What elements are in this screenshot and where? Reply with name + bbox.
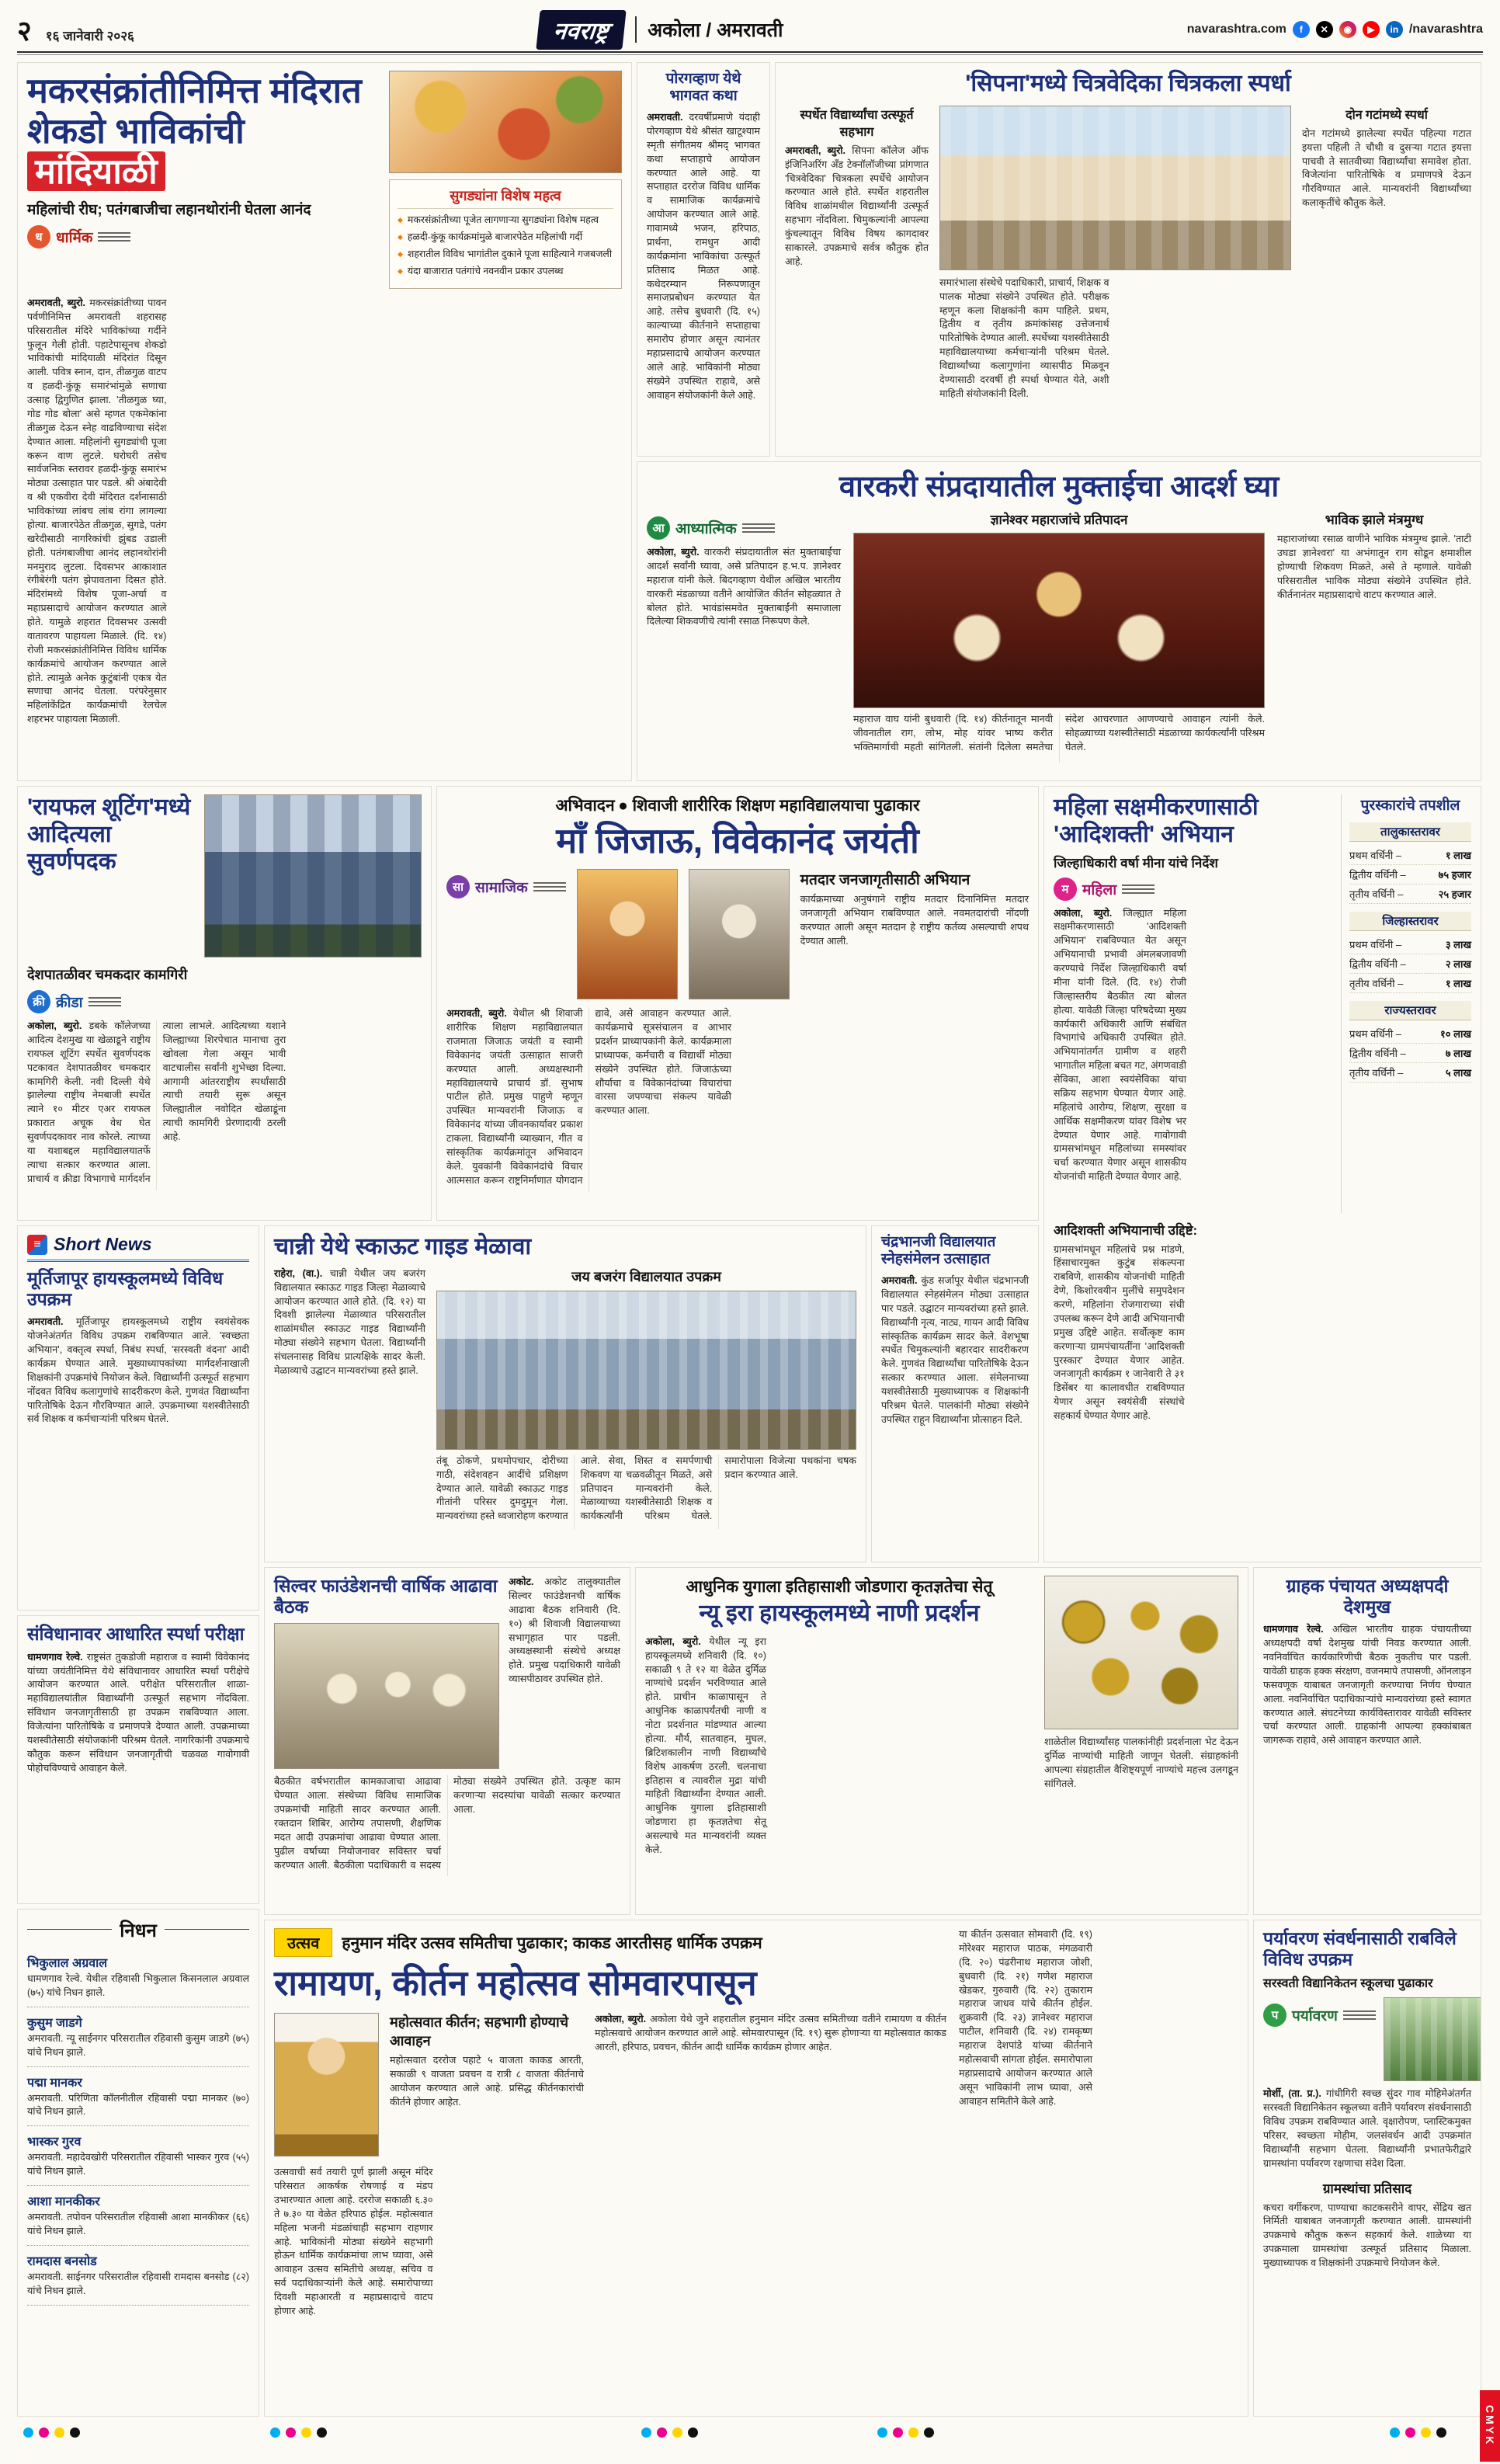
short-news-title: Short News xyxy=(54,1234,152,1254)
black-dot xyxy=(1436,2428,1446,2438)
sipna-right-column xyxy=(1302,106,1471,440)
cmyk-dots xyxy=(23,2428,80,2438)
photo-kirtan-stage xyxy=(853,533,1265,708)
warkari-sub-left: ज्ञानेश्वर महाराजांचे प्रतिपादन xyxy=(990,513,1128,528)
obituary-item: रामदास बनसोड अमरावती. साईनगर परिसरातील रहिवासी रामदास बनसोड (८२) यांचे निधन झाले. xyxy=(27,2246,249,2306)
photo-vivekanand-portrait xyxy=(689,869,790,999)
makar-subhead: महिलांची रीघ; पतंगबाजीचा लहानथोरांनी घेतला आनंद xyxy=(27,201,311,218)
prize-group-title: जिल्हास्तरावर xyxy=(1349,912,1471,931)
photo-kirtankar-portrait xyxy=(274,2013,379,2156)
warkari-body-left: अकोला, ब्युरो. वारकरी संप्रदायातील संत मुक्ताबाईंचा आदर्श सर्वांनी घ्यावा, असे प्रतिपादन ह.भ.प. ज्ञानेश्वर महाराज यांनी केले. बिदगव्हाण येथील अखिल भारतीय वारकरी मंडळाच्या वतीने आयोजित कीर्तन सोहळ्यात ते बोलत होते. भावंडांसमवेत मुक्ताबाईंनी समाजाला दिलेल्या शिकवणीचे त्यांनी रसाळ निरूपण केले. xyxy=(647,547,841,627)
article-rifle-shooting xyxy=(17,786,432,1221)
warkari-center-column xyxy=(853,510,1265,766)
constitution-headline: संविधानावर आधारित स्पर्धा परीक्षा xyxy=(27,1624,245,1644)
article-coin-exhibition xyxy=(635,1567,1248,1915)
prize-rail-title: पुरस्कारांचे तपशील xyxy=(1360,798,1460,814)
photo-coin-collection xyxy=(1044,1576,1238,1729)
paryavaran-subhead: सरस्वती विद्यानिकेतन स्कूलचा पुढाकार xyxy=(1263,1977,1433,1991)
makar-headline: मकरसंक्रांतीनिमित्त मंदिरात शेकडो भाविकांची मांदियाळी xyxy=(27,71,362,192)
instagram-icon[interactable]: ◉ xyxy=(1339,21,1356,38)
masthead-logo-group xyxy=(538,10,783,50)
cmyk-dots xyxy=(641,2428,698,2438)
sipna-center-column xyxy=(939,106,1291,440)
page-number: २ xyxy=(17,15,32,47)
warkari-body-right: महाराजांच्या रसाळ वाणीने भाविक मंत्रमुग्ध झाले. 'ताटी उघडा ज्ञानेश्वरा' या अभंगातून राग सोडून क्षमाशील होण्याची शिकवण मिळते, असे ते म्हणाले. यावेळी परिसरातील भाविक मोठ्या संख्येने उपस्थित होते. कीर्तनानंतर महाप्रसादाचे वाटप करण्यात आले. xyxy=(1277,533,1471,600)
warkari-sub-right: भाविक झाले मंत्रमुग्ध xyxy=(1325,513,1424,528)
constitution-body: धामणगाव रेल्वे. राष्ट्रसंत तुकडोजी महाराज व स्वामी विवेकानंद यांच्या जयंतीनिमित्त येथे संविधानावर आधारित स्पर्धा परीक्षेचे आयोजन करण्यात आले. परीक्षेत परिसरातील शाळा-महाविद्यालयांतील विद्यार्थ्यांनी उत्स्फूर्त सहभाग नोंदविला. संविधान जनजागृतीसाठी हा उपक्रम राबविण्यात आला. विजेत्यांना पारितोषिके व प्रमाणपत्रे देण्यात आली. उपक्रमाच्या यशस्वीतेसाठी संयोजकांनी परिश्रम घेतले. नागरिकांनी उपक्रमाचे कौतुक करून संविधान जनजागृतीची चळवळ गावोगावी पोहोचविण्याचे आवाहन केले. xyxy=(27,1651,250,1774)
short-news-header xyxy=(27,1234,249,1262)
article-ramayan-mahotsav xyxy=(264,1920,1248,2417)
article-adishakti-abhiyan xyxy=(1043,786,1481,1562)
magenta-dot xyxy=(39,2428,49,2438)
samajik-icon: सा xyxy=(446,875,470,898)
grahak-headline: ग्राहक पंचायत अध्यक्षपदी देशमुख xyxy=(1286,1576,1449,1617)
article-paryavaran xyxy=(1253,1920,1481,2417)
infobox-bullet: ◆ मकरसंक्रांतीच्या पूजेत लागणाऱ्या सुगड्यांना विशेष महत्व xyxy=(398,214,613,228)
infobox-bullet: ◆ शहरातील विविध भागांतील दुकाने पूजा साहित्याने गजबजली xyxy=(398,248,613,262)
yellow-dot xyxy=(672,2428,682,2438)
ramayan-sub-body: महोत्सवात दररोज पहाटे ५ वाजता काकड आरती, सकाळी ९ वाजता प्रवचन व रात्री ८ वाजता कीर्तनाचे आयोजन करण्यात आले आहे. प्रसिद्ध कीर्तनकारांची कीर्तने होणार आहेत. xyxy=(390,2055,584,2108)
sipna-body-bottom: समारंभाला संस्थेचे पदाधिकारी, प्राचार्य, शिक्षक व पालक मोठ्या संख्येने उपस्थित होते. परीक्षक म्हणून कला शिक्षकांनी काम पाहिले. प्रथम, द्वितीय व तृतीय क्रमांकांसह उत्तेजनार्थ पारितोषिके देण्यात आली. स्पर्धेच्या यशस्वीतेसाठी महाविद्यालयाच्या कर्मचाऱ्यांनी परिश्रम घेतले. विद्यार्थ्यांच्या कलागुणांना व्यासपीठ मिळवून देण्यासाठी दरवर्षी ही स्पर्धा घेण्यात येते, अशी माहिती संयोजकांनी दिली. xyxy=(939,276,1109,399)
sipna-body-right: दोन गटांमध्ये झालेल्या स्पर्धेत पहिल्या गटात इयत्ता पहिली ते चौथी व दुसऱ्या गटात इयत्ता पाचवी ते सातवीच्या विद्यार्थ्यांचा समावेश होता. विजेत्यांना पारितोषिके व प्रमाणपत्रे देऊन गौरविण्यात आले. मान्यवरांनी विद्यार्थ्यांच्या कलाकृतींचे कौतुक केले. xyxy=(1302,127,1471,209)
grahak-body: धामणगाव रेल्वे. अखिल भारतीय ग्राहक पंचायतीच्या अध्यक्षपदी वर्षा देशमुख यांची निवड करण्यात आली. नवनिर्वाचित कार्यकारिणीची बैठक नुकतीच पार पडली. यावेळी ग्राहक हक्क संरक्षण, वजनमापे तपासणी, ऑनलाइन फसवणूक याबाबत जनजागृती करण्याचा निर्णय घेण्यात आला. नवनिर्वाचित पदाधिकाऱ्यांचे मान्यवरांच्या हस्ते स्वागत करण्यात आले. संघटनेच्या कार्यविस्तारावर यावेळी सविस्तर चर्चा करण्यात आली. ग्राहकांनी आपल्या हक्कांबाबत जागरूक राहावे, असे आवाहन करण्यात आले. xyxy=(1263,1624,1472,1746)
paryavaran-sub2: ग्रामस्थांचा प्रतिसाद xyxy=(1322,2181,1412,2196)
article-makar-sankranti xyxy=(17,62,632,781)
prize-row: द्वितीय वर्धिनी – ७ लाख xyxy=(1349,1044,1471,1063)
sipna-headline: 'सिपना'मध्ये चित्रवेदिका चित्रकला स्पर्धा xyxy=(965,71,1291,96)
photo-jijau-portrait xyxy=(577,869,678,999)
masthead-rule xyxy=(17,51,1483,55)
badge-rule-lines xyxy=(1122,884,1155,894)
jijau-body: अमरावती, ब्युरो. येथील श्री शिवाजी शारीरिक शिक्षण महाविद्यालयात राजमाता जिजाऊ जयंती व स्वामी विवेकानंद जयंती उत्साहात साजरी करण्यात आली. अध्यक्षस्थानी महाविद्यालयाचे प्राचार्य डॉ. सुभाष पाटील होते. प्रमुख पाहुणे म्हणून उपस्थित मान्यवरांनी जिजाऊ व विवेकानंद यांच्या जीवनकार्यावर प्रकाश टाकला. विद्यार्थ्यांनी व्याख्यान, गीत व सांस्कृतिक कार्यक्रमांतून अभिवादन केले. युवकांनी विवेकानंदांचे विचार आत्मसात करून राष्ट्रनिर्माणात योगदान द्यावे, असे आवाहन करण्यात आले. कार्यक्रमाचे सूत्रसंचालन व आभार प्रदर्शन प्राध्यापकांनी केले. कार्यक्रमाला प्राध्यापक, कर्मचारी व विद्यार्थी मोठ्या संख्येने उपस्थित होते. जिजाऊंच्या शौर्याचा व विवेकानंदांच्या विचारांचा वारसा जपण्याचा संकल्प यावेळी करण्यात आला. xyxy=(446,1008,731,1186)
obituary-item: भिकुलाल अग्रवाल धामणगाव रेल्वे. येथील रहिवासी भिकुलाल किसनलाल अग्रवाल (७५) यांचे निधन झाले. xyxy=(27,1948,249,2007)
adhyatmik-icon: आ xyxy=(647,516,670,540)
cyan-dot xyxy=(270,2428,280,2438)
photo-review-meeting xyxy=(274,1623,499,1769)
section-badge-samajik: सा सामाजिक xyxy=(446,875,566,898)
krida-icon: क्री xyxy=(27,990,50,1013)
article-jijau-vivekanand xyxy=(436,786,1039,1221)
yellow-dot xyxy=(54,2428,64,2438)
prize-row: तृतीय वर्धिनी – १ लाख xyxy=(1349,974,1471,993)
article-constitution-exam xyxy=(17,1615,259,1904)
scout-body-left: राहेरा, (वा.). चान्नी येथील जय बजरंग विद्यालयात स्काऊट गाइड जिल्हा मेळाव्याचे आयोजन करण्यात आले होते. (दि. १२) या दिवशी झालेल्या मेळाव्यात परिसरातील शाळांमधील स्काऊट गाइड विद्यार्थ्यांनी मोठ्या संख्येने सहभाग घेतला. विद्यार्थ्यांनी संचलनासह विविध प्रात्यक्षिके सादर केली. मेळाव्याचे उद्घाटन मान्यवरांच्या हस्ते झाले. xyxy=(274,1267,425,1376)
section-badge-mahila: म महिला xyxy=(1054,878,1332,901)
dharmik-icon: ध xyxy=(27,225,50,248)
sipna-sub-right: दोन गटांमध्ये स्पर्धा xyxy=(1345,108,1428,122)
prize-row: तृतीय वर्धिनी – ५ लाख xyxy=(1349,1063,1471,1083)
photo-school-drive xyxy=(1384,1997,1481,2081)
badge-rule-lines xyxy=(742,523,775,533)
makar-body: अमरावती, ब्युरो. मकरसंक्रांतीच्या पावन पर्वणीनिमित्त अमरावती शहरासह परिसरातील मंदिरे भाविकांच्या गर्दीने फुलून गेली होती. पहाटेपासूनच शेकडो भाविकांची मांदियाळी मंदिरांत दिसून आली. पवित्र स्नान, दान, तीळगुळ वाटप व हळदी-कुंकू समारंभांमुळे सणाचा उत्साह द्विगुणित झाला. 'तीळगुळ घ्या, गोड गोड बोला' असे म्हणत एकमेकांना तीळगुळ देऊन स्नेह वाढविण्याचा संदेश देण्यात आला. महिलांनी सुगड्यांची पूजा करून वाण लुटले. घरोघरी तसेच सार्वजनिक स्तरावर हळदी-कुंकू समारंभ मोठ्या उत्साहात पार पडले. श्री अंबादेवी व श्री एकवीरा देवी मंदिरात दर्शनासाठी भाविकांच्या लांबच लांब रांगा लागल्या होत्या. बाजारपेठेत तीळगुळ, सुगडे, पतंग खरेदीसाठी नागरिकांची झुंबड उडाली होती. पतंगबाजीचा आनंद लहानथोरांनी मनमुराद लुटला. दिवसभर आकाशात रंगीबेरंगी पतंग झेपावताना दिसत होते. मंदिरांमध्ये विशेष पूजा-अर्चा व महाप्रसादाचे आयोजन करण्यात आले होते. यामुळे शहरात दिवसभर उत्सवी वातावरण पाहायला मिळाले. (दि. १४) रोजी मकरसंक्रांतीनिमित्त विविध धार्मिक कार्यक्रमांचे आयोजन करण्यात आले होते. त्यामुळे अनेक कुटुंबांनी एकत्र येत सणाचा आनंद घेतला. परंपरेनुसार महिलांकेंद्रित कार्यक्रमांची रेलचेल शहरभर पाहायला मिळाली. xyxy=(27,297,167,725)
matdar-subarticle xyxy=(800,869,1029,949)
rifle-headline: 'रायफल शूटिंग'मध्ये आदित्यला सुवर्णपदक xyxy=(27,794,191,874)
short-news-icon: ≡ xyxy=(27,1235,47,1255)
warkari-left-column xyxy=(647,510,841,766)
prize-row: प्रथम वर्धिनी – १० लाख xyxy=(1349,1024,1471,1044)
silver-headline: सिल्वर फाउंडेशनची वार्षिक आढावा बैठक xyxy=(274,1576,498,1617)
cyan-dot xyxy=(877,2428,887,2438)
infobox-bullet: ◆ हळदी-कुंकू कार्यक्रमांमुळे बाजारपेठेत महिलांची गर्दी xyxy=(398,231,613,245)
section-badge-dharmik: ध धार्मिक xyxy=(27,225,378,248)
prize-row: द्वितीय वर्धिनी – ७५ हजार xyxy=(1349,865,1471,884)
cmyk-dots xyxy=(270,2428,327,2438)
ramayan-subhead: महोत्सवात कीर्तन; सहभागी होण्याचे आवाहन xyxy=(390,2014,569,2049)
prize-group-title: तालुकास्तरावर xyxy=(1349,822,1471,842)
article-grahak-panchayat xyxy=(1253,1567,1481,1915)
coins-headline: न्यू इरा हायस्कूलमध्ये नाणी प्रदर्शन xyxy=(699,1600,980,1626)
mahila-icon: म xyxy=(1054,878,1077,901)
magenta-dot xyxy=(286,2428,296,2438)
facebook-icon[interactable]: f xyxy=(1293,21,1310,38)
scout-body-bottom: तंबू ठोकणे, प्रथमोपचार, दोरीच्या गाठी, संदेशवहन आदींचे प्रशिक्षण देण्यात आले. यावेळी स्काऊट गाइड गीतांनी परिसर दुमदुमून गेला. मान्यवरांच्या हस्ते ध्वजारोहण करण्यात आले. सेवा, शिस्त व समर्पणाची शिकवण या चळवळीतून मिळते, असे प्रतिपादन मान्यवरांनी केले. मेळाव्याच्या यशस्वीतेसाठी शिक्षक व कार्यकर्त्यांनी परिश्रम घेतले. समारोपाला विजेत्या पथकांना चषक प्रदान करण्यात आले. xyxy=(436,1454,856,1522)
badge-rule-lines xyxy=(89,997,121,1006)
x-icon[interactable]: ✕ xyxy=(1316,21,1333,38)
cmyk-dots xyxy=(877,2428,934,2438)
poragavhan-body: अमरावती. दरवर्षीप्रमाणे यंदाही पोरगव्हाण येथे श्रीसंत खाटूश्याम स्मृती संगीतमय श्रीमद् भागवत कथा सप्ताहाचे आयोजन करण्यात आले आहे. या सप्ताहात दररोज विविध धार्मिक व सामाजिक कार्यक्रमांचे आयोजन करण्यात आले आहे. गावामध्ये भजन, हरिपाठ, प्रार्थना, रामधुन आदी कार्यक्रमांना भाविकांचा उत्स्फूर्त प्रतिसाद मिळत आहे. कथेदरम्यान निरूपणातून समाजप्रबोधन करण्यात येत आहे. तसेच बुधवारी (दि. १५) काल्याच्या कीर्तनाने सप्ताहाचा समारोप होणार असून त्यानंतर महाप्रसादाचे आयोजन करण्यात आले आहे. भाविकांनी मोठ्या संख्येने उपस्थित राहावे, असे आवाहन संयोजकांनी केले आहे. xyxy=(647,112,760,401)
sipna-body-left: अमरावती, ब्युरो. सिपना कॉलेज ऑफ इंजिनिअरिंग अँड टेक्नॉलॉजीच्या प्रांगणात 'चित्रवेदिका' चित्रकला स्पर्धेचे आयोजन करण्यात आले होते. स्पर्धेत शहरातील विविध शाळांमधील विद्यार्थ्यांनी उत्स्फूर्त सहभाग नोंदविला. चिमुकल्यांनी आपल्या कुंचल्यातून विविध विषय कागदावर साकारले. उपक्रमाचे सर्वत्र कौतुक होत आहे. xyxy=(785,144,929,267)
short-news-panel xyxy=(17,1225,259,1611)
masthead-left xyxy=(17,11,134,49)
article-scout-guide xyxy=(264,1225,866,1562)
coins-body: अकोला, ब्युरो. येथील न्यू इरा हायस्कूलमध्ये शनिवारी (दि. १०) सकाळी ९ ते १२ या वेळेत दुर्मिळ नाण्यांचे प्रदर्शन भरविण्यात आले होते. प्राचीन काळापासून ते आधुनिक काळापर्यंतची नाणी व नोटा प्रदर्शनात मांडण्यात आल्या होत्या. मौर्य, सातवाहन, मुघल, ब्रिटिशकालीन नाणी विद्यार्थ्यांचे विशेष आकर्षण ठरली. चलनाचा इतिहास व त्यावरील मुद्रा यांची माहिती विद्यार्थ्यांना देण्यात आली. आधुनिक युगाला इतिहासाशी जोडणारा हा कृतज्ञतेचा सेतू असल्याचे मत मान्यवरांनी व्यक्त केले. xyxy=(645,1635,766,1855)
rule-line xyxy=(27,1929,112,1931)
coins-body-side: शाळेतील विद्यार्थ्यांसह पालकांनीही प्रदर्शनाला भेट देऊन दुर्मिळ नाण्यांची माहिती जाणून घेतली. संग्राहकांनी आपल्या संग्रहातील वैशिष्ट्यपूर्ण नाण्यांचे महत्त्व उलगडून सांगितले. xyxy=(1044,1736,1238,1789)
warkari-right-column xyxy=(1277,510,1471,766)
magenta-dot xyxy=(657,2428,667,2438)
section-badge-adhyatmik: आ आध्यात्मिक xyxy=(647,516,841,540)
paryavaran-icon: प xyxy=(1263,2004,1286,2027)
rifle-body: अकोला, ब्युरो. डबके कॉलेजच्या आदित्य देशमुख या खेळाडूने राष्ट्रीय रायफल शूटिंग स्पर्धेत सुवर्णपदक पटकावत देशपातळीवर चमकदार कामगिरी केली. नवी दिल्ली येथे झालेल्या राष्ट्रीय नेमबाजी स्पर्धेत त्याने १० मीटर एअर रायफल प्रकारात अचूक वेध घेत सुवर्णपदकावर नाव कोरले. त्याच्या या यशाबद्दल महाविद्यालयातर्फे त्याचा सत्कार करण्यात आला. प्राचार्य व क्रीडा विभागाचे मार्गदर्शन त्याला लाभले. आदित्यच्या यशाने जिल्ह्याच्या शिरपेचात मानाचा तुरा खोवला गेला असून भावी वाटचालीस सर्वांनी शुभेच्छा दिल्या. आगामी आंतरराष्ट्रीय स्पर्धांसाठी त्याची तयारी सुरू असून जिल्ह्यातील नवोदित खेळाडूंना त्याची कामगिरी प्रेरणादायी ठरली आहे. xyxy=(27,1020,286,1184)
black-dot xyxy=(688,2428,698,2438)
yellow-dot xyxy=(1421,2428,1431,2438)
section-badge-krida: क्री क्रीडा xyxy=(27,990,422,1013)
youtube-icon[interactable]: ▶ xyxy=(1363,21,1380,38)
matdar-body: कार्यक्रमाच्या अनुषंगाने राष्ट्रीय मतदार दिनानिमित्त मतदार जनजागृती अभियान राबविण्यात आले. नवमतदारांची नोंदणी करण्यात आली असून मतदान हे राष्ट्रीय कर्तव्य असल्याची शपथ देण्यात आली. xyxy=(800,894,1029,947)
black-dot xyxy=(317,2428,327,2438)
warkari-body-bottom: महाराज वाघ यांनी बुधवारी (दि. १४) कीर्तनातून मानवी जीवनातील राग, लोभ, मोह यांवर भाष्य करीत भक्तिमार्गाची महती सांगितली. संतांनी दिलेला समतेचा संदेश आचरणात आणण्याचे आवाहन त्यांनी केले. सोहळ्याच्या यशस्वीतेसाठी मंडळाच्या कार्यकर्त्यांनी परिश्रम घेतले. xyxy=(853,714,1265,752)
article-sipna-chitrakala xyxy=(775,62,1481,457)
article-warkari-muktai xyxy=(637,461,1481,781)
photo-scout-group xyxy=(436,1291,856,1450)
jijau-headline: माँ जिजाऊ, विवेकानंद जयंती xyxy=(556,821,919,860)
silver-body-bottom: बैठकीत वर्षभरातील कामकाजाचा आढावा घेण्यात आला. संस्थेच्या विविध सामाजिक उपक्रमांची माहिती सादर करण्यात आली. रक्तदान शिबिर, आरोग्य तपासणी, शैक्षणिक मदत आदी उपक्रमांचा आढावा घेण्यात आला. पुढील वर्षाच्या नियोजनावर सविस्तर चर्चा करण्यात आली. बैठकीला पदाधिकारी व सदस्य मोठ्या संख्येने उपस्थित होते. उत्कृष्ट काम करणाऱ्या सदस्यांचा यावेळी सत्कार करण्यात आला. xyxy=(274,1776,620,1871)
sugadya-infobox xyxy=(389,179,622,289)
magenta-dot xyxy=(893,2428,903,2438)
obituary-item: कुसुम जाडगे अमरावती. न्यू साईनगर परिसरातील रहिवासी कुसुम जाडगे (७५) यांचे निधन झाले. xyxy=(27,2007,249,2067)
ramayan-kicker: हनुमान मंदिर उत्सव समितीचा पुढाकार; काकड आरतीसह धार्मिक उपक्रम xyxy=(342,1934,762,1952)
linkedin-icon[interactable]: in xyxy=(1386,21,1403,38)
ramayan-sub-column xyxy=(390,2013,584,2156)
ramayan-headline: रामायण, कीर्तन महोत्सव सोमवारपासून xyxy=(274,1963,757,2003)
ramayan-body-lead: अकोला, ब्युरो. अकोला येथे जुने शहरातील हनुमान मंदिर उत्सव समितीच्या वतीने रामायण व कीर्तन महोत्सवाचे आयोजन करण्यात आले आहे. सोमवारपासून (दि. १९) सुरू होणाऱ्या या महोत्सवात काकड आरती, हरिपाठ, प्रवचन, कीर्तन आदी धार्मिक कार्यक्रम होणार आहेत. xyxy=(595,2014,946,2052)
newspaper-logo: नवराष्ट्र xyxy=(536,10,626,50)
obituary-title: निधन xyxy=(120,1920,157,1941)
black-dot xyxy=(70,2428,80,2438)
prize-row: द्वितीय वर्धिनी – २ लाख xyxy=(1349,954,1471,974)
scout-headline: चान्नी येथे स्काऊट गाइड मेळावा xyxy=(274,1234,532,1260)
black-dot xyxy=(924,2428,934,2438)
social-handle: /navarashtra xyxy=(1408,23,1483,36)
photo-sankranti-pooja xyxy=(389,71,622,173)
rule-line xyxy=(165,1929,249,1931)
adishakti-headline: महिला सक्षमीकरणासाठी 'आदिशक्ती' अभियान xyxy=(1054,794,1259,847)
article-silver-foundation xyxy=(264,1567,630,1915)
infobox-bullets xyxy=(398,214,613,279)
obituary-item: आशा मानकीकर अमरावती. तपोवन परिसरातील रहिवासी आशा मानकीकर (६६) यांचे निधन झाले. xyxy=(27,2186,249,2246)
masthead-right xyxy=(1187,21,1483,38)
yellow-dot xyxy=(301,2428,311,2438)
ramayan-body-bottom: उत्सवाची सर्व तयारी पूर्ण झाली असून मंदिर परिसरात आकर्षक रोषणाई व मंडप उभारण्यात आला आहे. दररोज सकाळी ६.३० ते ७.३० या वेळेत हरिपाठ होईल. महोत्सवात महिला भजनी मंडळांचाही सहभाग राहणार आहे. भाविकांनी मोठ्या संख्येने सहभागी होऊन धार्मिक कार्यक्रमांचा लाभ घ्यावा, असे आवाहन उत्सव समितीचे अध्यक्ष, सचिव व सर्व पदाधिकाऱ्यांनी केले आहे. समारोपाच्या दिवशी महाआरती व महाप्रसादाचे वाटप होणार आहे. xyxy=(274,2167,433,2316)
prize-group-title: राज्यस्तरावर xyxy=(1349,1001,1471,1020)
jijau-kicker: अभिवादन ● शिवाजी शारीरिक शिक्षण महाविद्यालयाचा पुढाकार xyxy=(555,797,920,815)
obituary-item: भास्कर गुरव अमरावती. महादेवखोरी परिसरातील रहिवासी भास्कर गुरव (५५) यांचे निधन झाले. xyxy=(27,2126,249,2186)
coins-right-column xyxy=(1044,1576,1238,1861)
scout-right-column xyxy=(436,1267,856,1539)
paryavaran-body2: कचरा वर्गीकरण, पाण्याचा काटकसरीने वापर, सेंद्रिय खत निर्मिती याबाबत जनजागृती करण्यात आली. ग्रामस्थांनी उपक्रमाचे कौतुक करून सहकार्य केले. शाळेच्या या उपक्रमाला ग्रामस्थांचा उत्स्फूर्त प्रतिसाद मिळाला. मुख्याध्यापक व शिक्षकांनी उपक्रमाचे नियोजन केले. xyxy=(1263,2202,1471,2269)
rifle-subhead: देशपातळीवर चमकदार कामगिरी xyxy=(27,967,188,982)
shortnews-item-body: अमरावती. मूर्तिजापूर हायस्कूलमध्ये राष्ट्रीय स्वयंसेवक योजनेअंतर्गत विविध उपक्रम राबविण्यात आले. 'स्वच्छता अभियान', वक्तृत्व स्पर्धा, निबंध स्पर्धा, 'सरस्वती वंदना' आदी कार्यक्रम घेण्यात आले. मुख्याध्यापकांच्या मार्गदर्शनाखाली शिक्षकांनी उपक्रमांचे नियोजन केले. विद्यार्थ्यांनी उत्स्फूर्त सहभाग नोंदवत विविध कलागुणांचे सादरीकरण केले. गुणवंत विद्यार्थ्यांना पारितोषिके देऊन गौरविण्यात आले. उपक्रमाच्या यशस्वीतेसाठी सर्व शिक्षक व कर्मचाऱ्यांनी परिश्रम घेतले. xyxy=(27,1316,249,1425)
scout-subhead: जय बजरंग विद्यालयात उपक्रम xyxy=(571,1268,721,1284)
edition-date: १६ जानेवारी २०२६ xyxy=(45,28,134,43)
cyan-dot xyxy=(641,2428,651,2438)
paryavaran-body: मोर्शी, (ता. प्र.). गांधीगिरी स्वच्छ सुंदर गाव मोहिमेअंतर्गत सरस्वती विद्यानिकेतन स्कूलच्या वतीने पर्यावरण संवर्धनासाठी विविध उपक्रम राबविण्यात आले. वृक्षारोपण, प्लास्टिकमुक्त परिसर, स्वच्छता मोहीम, जलसंवर्धन आदी उपक्रमांत विद्यार्थ्यांनी सहभाग घेतला. विद्यार्थ्यांनी प्रभातफेरीद्वारे ग्रामस्थांना पर्यावरण रक्षणाचा संदेश दिला. xyxy=(1263,2088,1472,2169)
sipna-sub-left: स्पर्धेत विद्यार्थ्यांचा उत्स्फूर्त सहभाग xyxy=(800,108,914,139)
magenta-dot xyxy=(1405,2428,1415,2438)
yellow-dot xyxy=(908,2428,918,2438)
silver-body-right: अकोट. अकोट तालुक्यातील सिल्वर फाउंडेशनची वार्षिक आढावा बैठक शनिवारी (दि. १०) श्री शिवाजी विद्यालयाच्या सभागृहात पार पडली. अध्यक्षस्थानी संस्थेचे अध्यक्ष होते. प्रमुख पदाधिकारी यावेळी व्यासपीठावर उपस्थित होते. xyxy=(509,1576,620,1685)
cyan-dot xyxy=(23,2428,33,2438)
badge-rule-lines xyxy=(1343,2010,1376,2020)
snehsammelan-body: अमरावती. कुंड सर्जापूर येथील चंद्रभानजी विद्यालयात स्नेहसंमेलन मोठ्या उत्साहात पार पडले. उद्घाटन मान्यवरांच्या हस्ते झाले. विद्यार्थ्यांनी नृत्य, नाट्य, गायन आदी विविध सांस्कृतिक कार्यक्रम सादर केले. वेशभूषा स्पर्धेत चिमुकल्यांनी बहारदार सादरीकरण केले. गुणवंत विद्यार्थ्यांचा पारितोषिके देऊन सत्कार करण्यात आला. संमेलनाच्या यशस्वीतेसाठी मुख्याध्यापक व शिक्षकांनी परिश्रम घेतले. पालकांनी मोठ्या संख्येने उपस्थित राहून विद्यार्थ्यांना प्रोत्साहन दिले. xyxy=(881,1275,1029,1425)
matdar-headline: मतदार जनजागृतीसाठी अभियान xyxy=(800,872,970,889)
adishakti-objectives-body: ग्रामसभांमधून महिलांचे प्रश्न मांडणे, हिंसाचारमुक्त कुटुंब संकल्पना राबविणे, शासकीय योजनांची माहिती देणे, किशोरवयीन मुलींचे समुपदेशन करणे, महिलांना रोजगाराच्या संधी उपलब्ध करून देणे आदी अभियानाची प्रमुख उद्दिष्टे आहेत. सर्वोत्कृष्ट काम करणाऱ्या ग्रामपंचायतींना 'आदिशक्ती पुरस्कार' देण्यात येणार आहेत. जनजागृती कार्यक्रम १ जानेवारी ते ३१ डिसेंबर या कालावधीत राबविण्यात येणार असून स्वयंसेवी संस्थांचे सहकार्य घेण्यात येणार आहे. xyxy=(1054,1243,1185,1422)
masthead xyxy=(17,9,1483,50)
sipna-left-column xyxy=(785,106,929,440)
utsav-badge: उत्सव xyxy=(274,1928,332,1957)
paryavaran-headline: पर्यावरण संवर्धनासाठी राबविले विविध उपक्रम xyxy=(1263,1928,1457,1969)
adishakti-subhead: जिल्हाधिकारी वर्षा मीना यांचे निर्देश xyxy=(1054,855,1218,871)
website-link[interactable]: navarashtra.com xyxy=(1186,23,1286,36)
scout-left-column xyxy=(274,1267,425,1539)
photo-shooting-team xyxy=(204,794,422,957)
article-poragavhan-katha xyxy=(637,62,770,457)
badge-rule-lines xyxy=(533,882,566,891)
ramayan-kicker-row xyxy=(274,1928,946,1957)
poragavhan-headline: पोरगव्हाण येथे भागवत कथा xyxy=(665,71,741,105)
section-badge-paryavaran: प पर्यावरण xyxy=(1263,2004,1376,2027)
warkari-headline: वारकरी संप्रदायातील मुक्ताईचा आदर्श घ्या xyxy=(839,471,1280,503)
ramayan-body-right: या कीर्तन उत्सवात सोमवारी (दि. १९) मोरेश्वर महाराज पाठक, मंगळवारी (दि. २०) पंढरीनाथ महाराज जोशी, बुधवारी (दि. २१) गणेश महाराज खेडकर, गुरुवारी (दि. २२) तुकाराम महाराज जाधव यांचे कीर्तन होईल. शुक्रवारी (दि. २३) ज्ञानेश्वर महाराज पाटील, शनिवारी (दि. २४) रामकृष्ण महाराज देशपांडे यांच्या कीर्तनाने महोत्सवाची सांगता होईल. समारोपाला महाप्रसादाचे आयोजन करण्यात आले असून भाविकांनी लाभ घ्यावा, असे आवाहन समितीने केले आहे. xyxy=(959,1929,1092,2107)
cyan-dot xyxy=(1390,2428,1400,2438)
article-snehsammelan xyxy=(871,1225,1039,1562)
adishakti-objectives-head: आदिशक्ती अभियानाची उद्दिष्टे: xyxy=(1054,1222,1198,1238)
headline-highlight: मांदियाळी xyxy=(27,151,165,191)
cmyk-dots xyxy=(1390,2428,1446,2438)
obituary-panel xyxy=(17,1909,259,2417)
infobox-title: सुगड्यांना विशेष महत्व xyxy=(398,186,613,209)
infobox-bullet: ◆ यंदा बाजारात पतंगांचे नवनवीन प्रकार उपलब्ध xyxy=(398,265,613,279)
cmyk-print-mark: CMYK xyxy=(1480,2390,1500,2462)
edition-name: अकोला / अमरावती xyxy=(648,19,783,41)
shortnews-item-headline: मूर्तिजापूर हायस्कूलमध्ये विविध उपक्रम xyxy=(27,1268,224,1309)
badge-rule-lines xyxy=(98,232,130,242)
prize-row: तृतीय वर्धिनी – २५ हजार xyxy=(1349,884,1471,904)
snehsammelan-headline: चंद्रभानजी विद्यालयात स्नेहसंमेलन उत्साहात xyxy=(881,1234,996,1268)
obituary-item: पद्मा मानकर अमरावती. परिणिता कॉलनीतील रहिवासी पद्मा मानकर (७०) यांचे निधन झाले. xyxy=(27,2067,249,2127)
adishakti-body: अकोला, ब्युरो. जिल्ह्यात महिला सक्षमीकरणासाठी 'आदिशक्ती अभियान' राबविण्यात येत असून अभियानाची प्रभावी अंमलबजावणी करण्याचे निर्देश जिल्हाधिकारी वर्षा मीना यांनी दिले. (दि. १४) रोजी जिल्हास्तरीय बैठकीत त्या बोलत होत्या. यावेळी जिल्हा परिषदेच्या मुख्य कार्यकारी अधिकारी आणि संबंधित विभागांचे अधिकारी उपस्थित होते. अभियानांतर्गत ग्रामीण व शहरी भागातील महिला बचत गट, अंगणवाडी सेविका, आशा स्वयंसेविका यांचा सक्रिय सहभाग घेण्यात येणार आहे. महिलांचे आरोग्य, शिक्षण, सुरक्षा व आर्थिक सक्षमीकरण यांवर विशेष भर देण्यात येणार आहे. गावोगावी ग्रामसभांमधून महिलांच्या समस्यांवर चर्चा करण्यात येणार असून शासकीय योजनांची माहिती देण्यात येणार आहे. xyxy=(1054,907,1187,1183)
prize-row: प्रथम वर्धिनी – ३ लाख xyxy=(1349,935,1471,954)
coins-kicker: आधुनिक युगाला इतिहासाशी जोडणारा कृतज्ञतेचा सेतू xyxy=(686,1578,993,1596)
prize-rail xyxy=(1341,794,1471,1213)
photo-drawing-competition xyxy=(939,106,1291,270)
obituary-header xyxy=(27,1917,249,1943)
prize-row: प्रथम वर्धिनी – १ लाख xyxy=(1349,846,1471,865)
logo-divider xyxy=(635,16,637,43)
